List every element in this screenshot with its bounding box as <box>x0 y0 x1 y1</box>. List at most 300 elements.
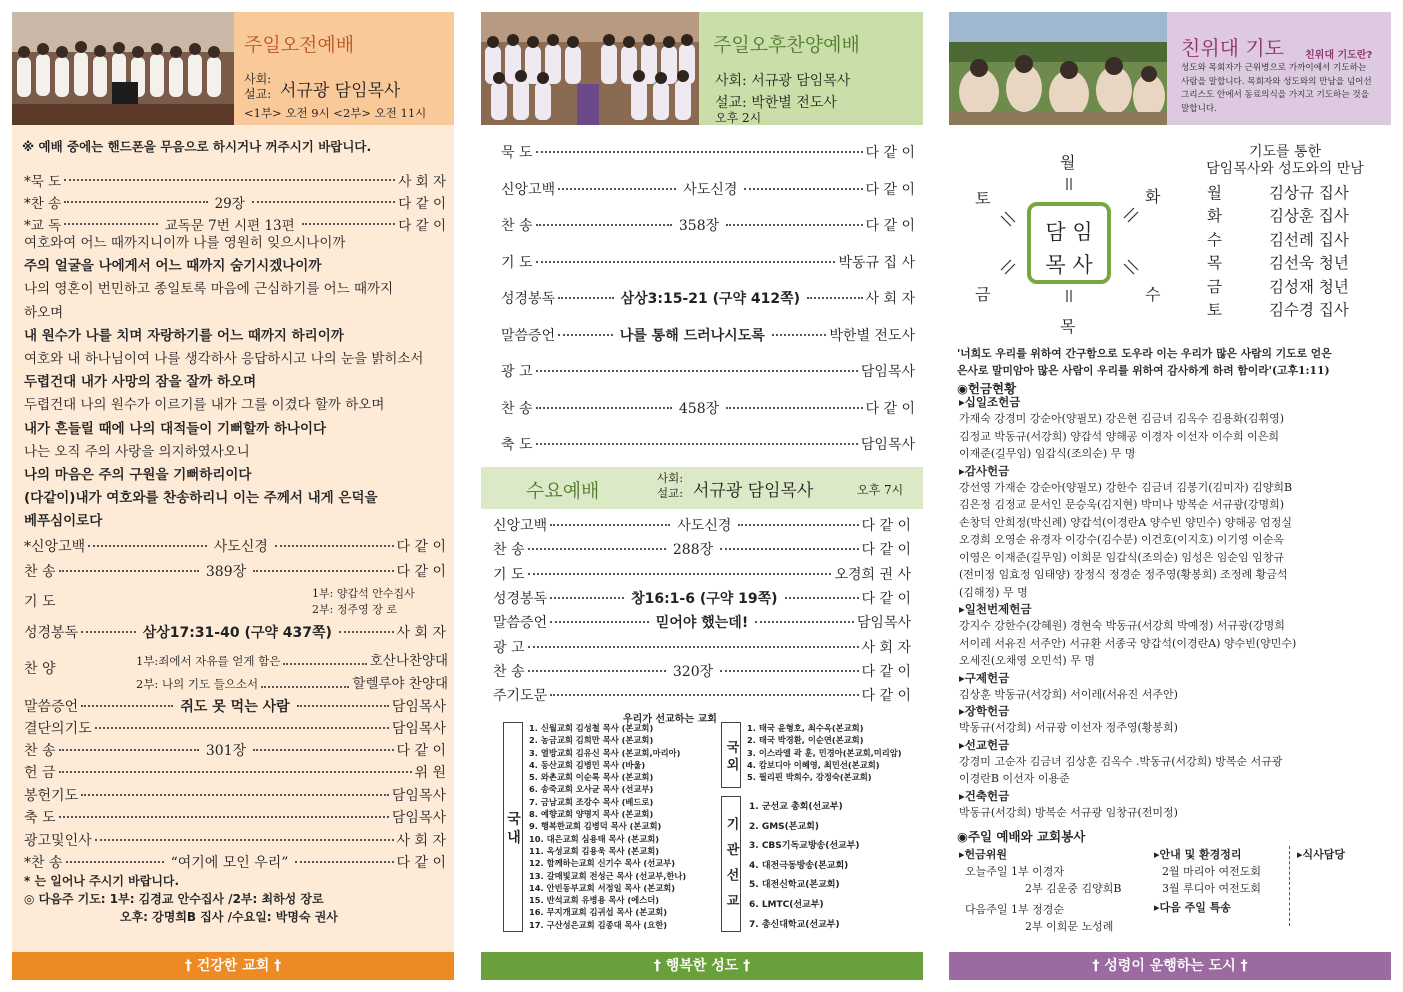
order-leader: 오경희 권 사 <box>834 566 911 583</box>
order-label: 말씀증언 <box>24 699 79 715</box>
wednesday-preacher-label: 설교: <box>657 486 684 500</box>
org-label: 기 관 선 교 <box>721 796 741 932</box>
prayer-first-service: 1부: 양갑석 안수집사 <box>312 587 415 600</box>
order-row <box>24 696 446 716</box>
mission-item: 16. 무지개교회 김귀섭 목사 (본교회) <box>529 907 668 918</box>
day-fri: 금 <box>975 285 991 304</box>
prayer-question: 친위대 기도란? <box>1305 50 1373 61</box>
schedule-person: 김선욱 청년 <box>1269 254 1349 273</box>
service-times: <1부> 오전 9시 <2부> 오전 11시 <box>244 106 427 120</box>
mission-item: 2. GMS(본교회) <box>749 821 819 832</box>
order-row <box>24 740 446 760</box>
prayer-wheel <box>959 142 1189 342</box>
dot-leader <box>755 621 854 623</box>
order-label: *교 독 <box>24 218 62 234</box>
offering-heading: ▸십일조헌금 <box>959 395 1021 409</box>
order-label: 기 도 <box>493 566 525 583</box>
order-label: 말씀증언 <box>493 615 548 632</box>
order-leader: 담임목사 <box>856 615 911 632</box>
mission-item: 7. 금남교회 조강수 목사 (베드로) <box>529 796 654 807</box>
order-row <box>24 762 446 782</box>
order-detail: 358장 <box>678 218 720 234</box>
order-detail: 320장 <box>672 663 714 680</box>
meeting-caption <box>1185 144 1385 178</box>
schedule-row <box>1207 205 1349 228</box>
order-leader: 담임목사 <box>860 437 915 453</box>
offering-names: 가재숙 강경미 강순아(양필모) 강은현 김금녀 김옥수 김용화(김휘영) <box>959 412 1285 425</box>
order-row <box>501 288 915 308</box>
scripture-verse <box>957 345 1332 379</box>
offering-names: 손창덕 안희정(박신례) 양갑석(이경란A 양수빈 양민수) 양해공 엄정실 <box>959 515 1292 529</box>
order-row <box>24 830 446 850</box>
guide-feb: 2월 마리아 여전도회 <box>1162 865 1261 878</box>
mission-box <box>503 708 903 936</box>
mission-item: 5. 필리핀 박희수, 강정숙(본교회) <box>747 772 872 783</box>
leader-name: 서규광 담임목사 <box>280 81 401 101</box>
order-row <box>493 685 911 705</box>
reading-line: 하오며 <box>24 304 64 321</box>
dot-leader <box>64 223 158 225</box>
order-leader: 사 회 자 <box>396 833 446 849</box>
mission-item: 그리스도 안에서 동료의식을 가지고 기도하는 것을 <box>1181 90 1369 100</box>
dot-leader <box>536 443 858 445</box>
schedule-person: 김상훈 집사 <box>1269 207 1349 226</box>
reading-line: 두렵건대 내가 사망의 잠을 잘까 하오며 <box>24 374 257 391</box>
prayer-second-service: 2부: 정주영 장 로 <box>312 603 397 616</box>
afternoon-host: 사회: 서규광 담임목사 <box>715 73 851 89</box>
schedule-day: 화 <box>1207 207 1222 226</box>
mission-item: 말합니다. <box>1181 103 1217 114</box>
mission-item: 17. 구산성은교회 김종대 목사 (요한) <box>529 919 668 930</box>
responsive-reading <box>24 232 423 534</box>
order-leader: 다 같 이 <box>865 400 916 417</box>
mission-item: 5. 와촌교회 이순록 목사 (본교회) <box>529 772 654 783</box>
order-label: 묵 도 <box>501 145 533 161</box>
dot-leader <box>738 524 858 526</box>
mission-item: 2. 태국 박경환, 이순연(본교회) <box>747 735 864 746</box>
order-label: 찬 송 <box>24 564 56 580</box>
dot-leader <box>81 631 136 633</box>
afternoon-service-header <box>481 12 923 125</box>
order-leader: 사 회 자 <box>398 174 446 190</box>
senior-pastor-label <box>1029 216 1109 282</box>
offering-heading: ▸건축헌금 <box>959 788 1010 803</box>
dot-leader <box>88 545 207 547</box>
offering-names: 박동규(서강희) 서규광 이선자 정주영(황봉희) <box>959 721 1178 734</box>
mission-item: 10. 대은교회 심용태 목사 (본교회) <box>529 833 660 844</box>
dot-leader <box>536 261 836 263</box>
dot-leader <box>720 670 858 672</box>
order-leader: 다 같 이 <box>396 564 447 580</box>
dot-leader <box>528 670 666 672</box>
mission-item: 14. 안빈동부교회 서정일 목사 (본교회) <box>529 882 676 893</box>
dot-leader <box>64 179 395 181</box>
reading-line: 내 원수가 나를 치며 자랑하기를 어느 때까지 하리이까 <box>24 327 344 344</box>
order-label: 광 고 <box>493 639 525 656</box>
offering-names: 김상훈 박동규(서강희) 서이레(서유진 서주안) <box>959 687 1178 701</box>
reading-line: 나의 영혼이 번민하고 종일토록 마음에 근심하기를 어느 때까지 <box>24 281 394 298</box>
schedule-person: 김수경 집사 <box>1269 301 1349 320</box>
order-label: 기 도 <box>501 254 533 271</box>
dot-leader <box>295 861 393 863</box>
order-detail: 458장 <box>678 400 720 417</box>
order-leader: 사 회 자 <box>396 625 446 641</box>
order-label: 결단의기도 <box>24 721 92 737</box>
mission-item: 13. 갈매빛교회 전성근 목사 (선교부,한나) <box>529 870 687 881</box>
mission-item: 11. 옥성교회 김용욱 목사 (본교회) <box>529 845 660 856</box>
order-leader: 사 회 자 <box>865 291 916 307</box>
prayer-panel <box>949 12 1391 980</box>
order-label: 성경봉독 <box>493 590 548 607</box>
schedule-row <box>1207 229 1349 252</box>
dot-leader <box>95 839 394 841</box>
dot-leader <box>275 545 394 547</box>
wednesday-leader: 서규광 담임목사 <box>693 481 814 501</box>
dot-leader <box>81 705 173 707</box>
mission-item: 9. 행복한교회 김병덕 목사 (본교회) <box>529 821 662 832</box>
ushers <box>959 846 1121 935</box>
schedule-person: 김선례 집사 <box>1269 230 1349 249</box>
domestic-missions <box>529 722 686 931</box>
footer-healthy-church: † 건강한 교회 † <box>12 952 454 980</box>
usher-today-2: 2부 김운중 김양희B <box>1025 882 1122 895</box>
usher-next-2: 2부 이희문 노성례 <box>1025 920 1114 933</box>
choir-photo-afternoon <box>481 12 699 125</box>
dot-leader <box>66 861 164 863</box>
offering-names: (전미정 임효정 임태양) 장정식 정경순 정주영(황봉희) 조정례 황금석 <box>959 568 1288 581</box>
order-row <box>493 661 911 681</box>
phone-notice: ※ 예배 중에는 핸드폰을 무음으로 하시거나 꺼주시기 바랍니다. <box>22 139 372 154</box>
offering-names: 오세진(오채영 오민석) 무 명 <box>959 654 1095 667</box>
dot-leader <box>59 570 199 572</box>
reading-line: 여호와 내 하나님이여 나를 생각하사 응답하시고 나의 눈을 밝히소서 <box>24 351 424 368</box>
order-label: 찬 송 <box>501 400 533 417</box>
mission-item: 사람을 말합니다. 목회자와 성도와의 만남을 넘어선 <box>1181 76 1372 87</box>
order-label: *찬 송 <box>24 196 62 212</box>
offering-heading: ▸감사헌금 <box>959 463 1010 478</box>
dot-leader <box>726 224 862 226</box>
order-leader: 다 같 이 <box>861 590 911 607</box>
order-detail: “여기에 모인 우리” <box>170 855 289 871</box>
mission-item: 7. 총신대학교(선교부) <box>749 919 840 930</box>
mission-item: 4. 캄보디아 이혜영, 최민선(본교회) <box>747 759 880 770</box>
order-row <box>501 215 915 235</box>
praise-details <box>136 650 448 696</box>
mission-item: 1. 신월교회 김성철 목사 (본교회) <box>529 723 654 733</box>
order-detail: 301장 <box>205 743 247 759</box>
dot-leader <box>81 794 389 796</box>
offering-names: 김정교 박동규(서강희) 양갑석 양해공 이경자 이선자 이수희 이은희 <box>959 429 1279 443</box>
order-label: *묵 도 <box>24 174 62 190</box>
order-row <box>501 142 915 162</box>
order-leader: 박동규 집 사 <box>838 254 915 271</box>
mission-item: 3. 열방교회 김유신 목사 (본교회,마리아) <box>529 747 681 758</box>
dot-leader <box>59 749 199 751</box>
meeting-caption-1: 기도를 통한 <box>1248 144 1322 160</box>
dot-leader <box>528 548 666 550</box>
order-label: 찬 송 <box>24 743 56 759</box>
schedule-row <box>1207 252 1349 275</box>
usher-next-1: 다음주일 1부 정경순 <box>965 903 1064 916</box>
center-line-2: 목 사 <box>1045 253 1093 277</box>
afternoon-service-panel <box>481 12 923 980</box>
dot-leader <box>528 573 832 575</box>
order-leader: 다 같 이 <box>865 218 916 234</box>
order-row <box>501 361 915 381</box>
day-mon: 월 <box>1060 153 1076 172</box>
offering-names: 김은정 김정교 문서인 문승욱(김지현) 박미나 방복순 서규광(강명희) <box>959 498 1285 511</box>
dot-leader <box>744 188 862 190</box>
order-row <box>501 252 915 272</box>
leader-labels <box>244 72 271 102</box>
offering-names: 오경희 오영순 유경자 이강수(김수분) 이건호(이지호) 이기영 이순옥 <box>959 533 1285 546</box>
order-leader: 다 같 이 <box>861 688 911 705</box>
mission-item: 4. 대전극동방송(본교회) <box>749 860 849 871</box>
praise-first: 1부:죄에서 자유를 얻게 함은 <box>136 654 281 668</box>
order-detail: 쥐도 못 먹는 사람 <box>180 699 290 715</box>
dot-leader <box>720 548 858 550</box>
mission-item: 15. 반석교회 유병용 목사 (에스더) <box>529 895 660 906</box>
order-label: 기 도 <box>24 594 56 610</box>
order-detail: 사도신경 <box>213 539 268 555</box>
offering-title: ◉헌금현황 <box>957 381 1017 396</box>
dot-leader <box>785 597 859 599</box>
dot-leader <box>297 705 389 707</box>
wednesday-time: 오후 7시 <box>857 483 904 497</box>
order-label: 말씀증언 <box>501 327 556 344</box>
reading-line: 내가 흔들릴 때에 나의 대적들이 기뻐할까 하나이다 <box>24 420 327 437</box>
next-week-prayer-2: 오후: 강명희B 집사 /수요일: 박명숙 권사 <box>120 910 338 924</box>
order-leader: 다 같 이 <box>396 539 447 555</box>
schedule-day: 목 <box>1207 254 1222 273</box>
guide-heading: ▸안내 및 환경정리 <box>1154 848 1242 861</box>
day-tue: 화 <box>1145 187 1161 206</box>
day-sat: 토 <box>975 189 991 208</box>
afternoon-time: 오후 2시 <box>715 111 762 125</box>
morning-service-header <box>12 12 454 125</box>
order-label: 헌 금 <box>24 765 56 781</box>
afternoon-preacher: 설교: 박한별 전도사 <box>715 95 837 111</box>
offering-names: (김해정) 무 명 <box>959 585 1028 599</box>
order-leader: 사 회 자 <box>861 639 911 656</box>
reading-line: 나의 마음은 주의 구원을 기뻐하리이다 <box>24 467 252 484</box>
host-label: 사회: <box>244 72 272 86</box>
domestic-label: 국 내 <box>503 722 523 932</box>
order-leader: 다 같 이 <box>398 196 447 212</box>
usher-today-1: 오늘주일 1부 이경자 <box>965 865 1064 878</box>
order-leader: 담임목사 <box>860 364 915 380</box>
order-detail: 사도신경 <box>677 518 732 534</box>
order-row <box>24 807 446 827</box>
mission-item: 1. 군선교 총회(선교부) <box>749 802 843 812</box>
center-line-1: 담 임 <box>1045 220 1093 244</box>
order-label: 광 고 <box>501 364 533 380</box>
order-leader: 담임목사 <box>391 699 447 715</box>
order-row <box>24 658 124 678</box>
order-label: 찬 송 <box>493 663 525 680</box>
order-label: 축 도 <box>24 810 56 826</box>
praise-first-choir: 호산나찬양대 <box>369 653 448 669</box>
offering-names: 강경미 고순자 김금녀 김상훈 김옥수 .박동규(서강희) 방복순 서규광 <box>959 754 1283 768</box>
wednesday-host-label: 사회: <box>657 471 684 485</box>
order-row <box>24 536 446 556</box>
schedule-day: 금 <box>1207 277 1222 296</box>
order-row <box>24 214 446 234</box>
afternoon-leaders <box>715 70 850 114</box>
order-label: 찬 양 <box>24 661 56 677</box>
order-detail: 288장 <box>672 542 714 559</box>
order-detail: 389장 <box>205 564 247 580</box>
order-label: 찬 송 <box>493 542 525 559</box>
order-row <box>501 398 915 418</box>
order-row <box>493 588 911 608</box>
order-leader: 다 같 이 <box>861 518 912 534</box>
order-leader: 다 같 이 <box>861 663 912 680</box>
offering-names: 강선영 가재순 강순아(양필모) 강한수 김금녀 김봉기(김미자) 김양희B <box>959 480 1293 494</box>
offering-names: 이재준(길무임) 임갑식(조의순) 무 명 <box>959 447 1136 460</box>
dot-leader <box>807 297 862 299</box>
order-leader: 담임목사 <box>391 788 446 804</box>
wednesday-service-title: 수요예배 <box>526 480 600 502</box>
dot-leader <box>558 334 613 336</box>
order-detail: 삼상17:31-40 (구약 437쪽) <box>142 625 332 641</box>
dot-leader <box>59 816 389 818</box>
dot-leader <box>95 727 389 729</box>
mission-item: 2. 농금교회 김희만 목사 (본교회) <box>529 735 654 746</box>
dot-leader <box>528 646 859 648</box>
order-row <box>501 325 915 345</box>
mission-item: 3. 이스라엘 곽 훈, 민경아(본교회,미리암) <box>747 747 902 758</box>
dot-leader <box>59 771 412 773</box>
org-missions <box>749 798 860 935</box>
schedule-day: 토 <box>1207 301 1222 320</box>
guide-mar: 3월 루디아 여전도회 <box>1162 882 1261 895</box>
prayer-schedule <box>1207 182 1349 322</box>
morning-service-panel <box>12 12 454 980</box>
order-leader: 박한별 전도사 <box>829 327 915 344</box>
dot-leader <box>536 370 858 372</box>
dot-leader <box>550 597 624 599</box>
order-label: 성경봉독 <box>501 291 556 307</box>
order-label: 신앙고백 <box>493 518 548 534</box>
mission-item: 성도와 목회자가 근위병으로 가까이에서 기도하는 <box>1181 63 1367 73</box>
divider <box>1289 846 1290 926</box>
offering-names: 이영은 이재준(길무임) 이희문 임갑식(조의순) 임성은 임순임 임창규 <box>959 550 1285 564</box>
service-title: ◉주일 예배와 교회봉사 <box>957 829 1086 844</box>
offering-names: 강지수 강한수(강혜원) 경현숙 박동규(서강희 박예정) 서규광(강명희 <box>959 619 1285 632</box>
schedule-row <box>1207 299 1349 322</box>
mission-item: 6. LMTC(선교부) <box>749 899 824 910</box>
order-detail: 교독문 7번 시편 13편 <box>164 218 295 234</box>
order-leader: 다 같 이 <box>865 181 916 198</box>
order-label: 성경봉독 <box>24 625 79 641</box>
order-leader: 다 같 이 <box>396 855 446 871</box>
special-song-heading: ▸다음 주일 특송 <box>1154 901 1231 914</box>
prayer-title: 친위대 기도 <box>1181 36 1284 60</box>
preacher-label: 설교: <box>244 87 272 101</box>
order-leader: 담임목사 <box>391 721 446 737</box>
schedule-row <box>1207 182 1349 205</box>
dot-leader <box>339 631 394 633</box>
foreign-missions <box>747 722 902 783</box>
dot-leader <box>252 201 395 203</box>
mission-item: 6. 송죽교회 오사균 목사 (선교부) <box>529 784 654 795</box>
dot-leader <box>558 297 613 299</box>
order-detail: 창16:1-6 (구약 19쪽) <box>631 590 778 607</box>
schedule-person: 김성재 청년 <box>1269 277 1349 296</box>
day-wed: 수 <box>1145 285 1161 304</box>
dot-leader <box>536 407 672 409</box>
order-row <box>493 539 911 559</box>
order-row <box>24 852 446 872</box>
wednesday-labels <box>657 471 683 501</box>
order-leader: 다 같 이 <box>861 542 912 559</box>
morning-service-title: 주일오전예배 <box>244 34 355 56</box>
guide-duty <box>1154 846 1261 916</box>
reading-line: 베푸심이로다 <box>24 513 103 530</box>
order-leader: 다 같 이 <box>396 743 447 759</box>
order-row <box>24 561 446 581</box>
choir-photo <box>12 12 234 125</box>
mission-item: 1. 태국 윤형호, 최수옥(본교회) <box>747 723 864 733</box>
order-label: 봉헌기도 <box>24 788 79 804</box>
schedule-row <box>1207 276 1349 299</box>
dot-leader <box>558 188 676 190</box>
order-row <box>493 515 911 535</box>
praise-second-choir: 할렐루야 찬양대 <box>352 676 448 692</box>
order-row <box>24 622 446 642</box>
dot-leader <box>772 334 827 336</box>
mission-item: 3. CBS기독교방송(선교부) <box>749 841 860 852</box>
order-row <box>501 434 915 454</box>
order-detail: 나를 통해 드러나시도록 <box>619 327 765 344</box>
schedule-person: 김상규 집사 <box>1269 184 1349 202</box>
prayer-header <box>949 12 1391 125</box>
dot-leader <box>253 749 393 751</box>
order-detail: 삼상3:15-21 (구약 412쪽) <box>620 291 801 307</box>
order-label: 축 도 <box>501 437 533 453</box>
verse-line-1: '너희도 우리를 위하여 간구함으로 도우라 이는 우리가 많은 사람의 기도로 얻은 <box>957 347 1332 360</box>
mission-title: 우리가 선교하는 교회 <box>623 714 717 725</box>
order-label: 주기도문 <box>493 688 548 705</box>
order-leader: 담임목사 <box>391 810 446 826</box>
prayer-photo <box>949 12 1167 125</box>
order-label: *찬 송 <box>24 855 63 871</box>
offering-names: 이경란B 이선자 이용준 <box>959 772 1070 785</box>
order-leader: 다 같 이 <box>865 145 915 161</box>
order-row <box>24 170 446 190</box>
foreign-label: 국 외 <box>721 722 741 788</box>
dot-leader <box>253 570 393 572</box>
afternoon-service-title: 주일오후찬양예배 <box>713 34 860 56</box>
schedule-day: 수 <box>1207 230 1222 249</box>
order-row <box>24 192 446 212</box>
dot-leader <box>536 224 672 226</box>
order-leader: 다 같 이 <box>398 218 446 234</box>
offering-heading: ▸장학헌금 <box>959 704 1010 718</box>
order-label: 신앙고백 <box>501 181 556 198</box>
footer-happy-saints: † 행복한 성도 † <box>481 952 923 980</box>
prayer-assignments <box>312 586 415 618</box>
reading-line: 여호와여 어느 때까지니이까 나를 영원히 잊으시나이까 <box>24 235 346 251</box>
offering-heading: ▸구제헌금 <box>959 670 1010 685</box>
reading-line: 주의 얼굴을 나에게서 어느 때까지 숨기시겠나이까 <box>24 258 322 275</box>
order-detail: 29장 <box>214 196 245 212</box>
order-row <box>493 612 911 632</box>
stand-note: * 는 일어나 주시기 바랍니다. <box>24 874 180 888</box>
reading-line: (다같이)내가 여호와를 찬송하리니 이는 주께서 내게 은덕을 <box>24 490 378 507</box>
order-row <box>493 637 911 657</box>
